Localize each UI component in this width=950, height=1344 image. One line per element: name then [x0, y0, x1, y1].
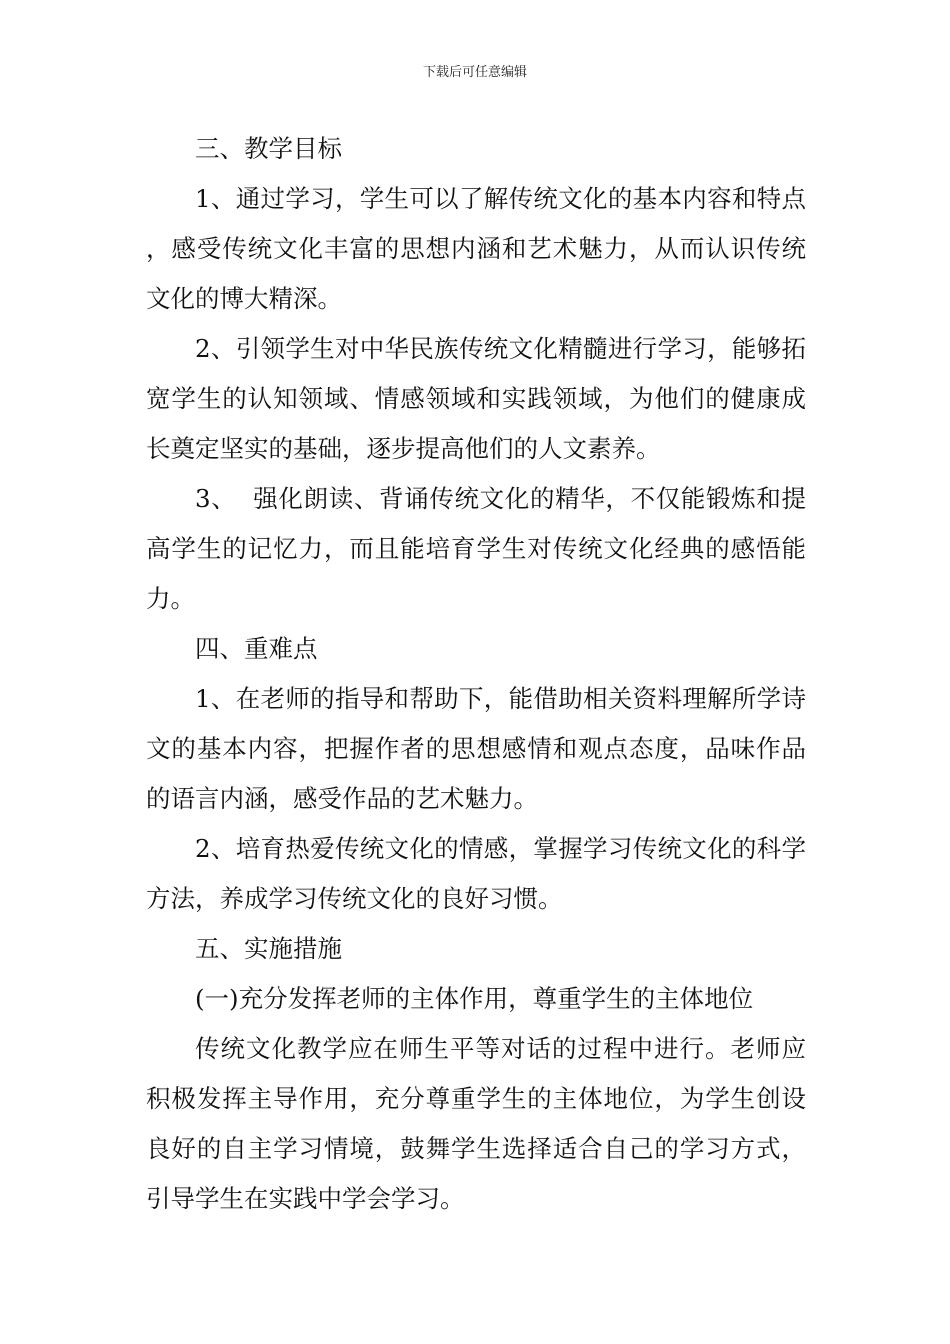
key-point-2: 2、培育热爱传统文化的情感，掌握学习传统文化的科学方法，养成学习传统文化的良好习惯。: [146, 834, 806, 913]
section-heading-measures: 五、实施措施: [195, 934, 342, 963]
page-header: 下载后可任意编辑: [422, 65, 527, 80]
objective-1: 1、通过学习，学生可以了解传统文化的基本内容和特点，感受传统文化丰富的思想内涵和艺术魅力，从而认识传统文化的博大精深。: [146, 184, 806, 313]
objective-2: 2、引领学生对中华民族传统文化精髓进行学习，能够拓宽学生的认知领域、情感领域和实践领域，为他们的健康成长奠定坚实的基础，逐步提高他们的人文素养。: [146, 334, 806, 463]
key-point-1: 1、在老师的指导和帮助下，能借助相关资料理解所学诗文的基本内容，把握作者的思想感情和观点态度，品味作品的语言内涵，感受作品的艺术魅力。: [146, 684, 806, 813]
objective-3: 3、 强化朗读、背诵传统文化的精华，不仅能锻炼和提高学生的记忆力，而且能培育学生对传统文化经典的感悟能力。: [146, 484, 806, 613]
section-heading-objectives: 三、教学目标: [195, 134, 342, 163]
section-heading-key-points: 四、重难点: [195, 634, 318, 663]
measure-subheading-1: (一)充分发挥老师的主体作用，尊重学生的主体地位: [195, 984, 754, 1013]
measure-1-body: 传统文化教学应在师生平等对话的过程中进行。老师应积极发挥主导作用，充分尊重学生的主体地位，为学生创设良好的自主学习情境，鼓舞学生选择适合自己的学习方式，引导学生在实践中学会学习。: [146, 1034, 806, 1213]
document-body: [146, 124, 806, 1224]
